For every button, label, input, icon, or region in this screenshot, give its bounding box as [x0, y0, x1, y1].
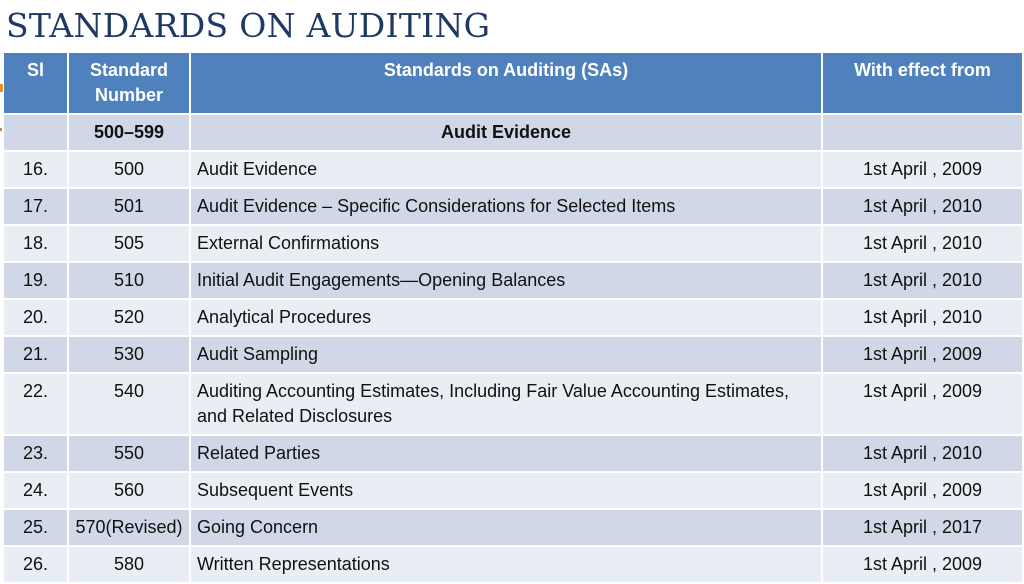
row-standard-number: 520	[69, 300, 191, 337]
row-standard-title: External Confirmations	[191, 226, 823, 263]
section-range: 500–599	[69, 115, 191, 152]
section-title: Audit Evidence	[191, 115, 823, 152]
header-standards-title: Standards on Auditing (SAs)	[191, 53, 823, 115]
row-standard-number: 560	[69, 473, 191, 510]
row-standard-number: 580	[69, 547, 191, 584]
row-sl: 20.	[4, 300, 69, 337]
row-sl: 22.	[4, 374, 69, 436]
row-standard-title: Audit Evidence	[191, 152, 823, 189]
header-standard-number	[69, 53, 191, 115]
row-standard-number: 530	[69, 337, 191, 374]
row-standard-title: Related Parties	[191, 436, 823, 473]
row-effective-date: 1st April , 2010	[823, 263, 1024, 300]
row-sl: 21.	[4, 337, 69, 374]
header-sl: Sl	[4, 53, 69, 115]
slide-accent-mark	[0, 84, 3, 92]
row-standard-title: Written Representations	[191, 547, 823, 584]
table-row	[4, 263, 1024, 300]
row-sl: 23.	[4, 436, 69, 473]
row-standard-number: 570(Revised)	[69, 510, 191, 547]
row-standard-number: 540	[69, 374, 191, 436]
slide-tick-mark	[0, 128, 2, 131]
section-sl-cell	[4, 115, 69, 152]
row-sl: 19.	[4, 263, 69, 300]
row-sl: 17.	[4, 189, 69, 226]
section-effect-cell	[823, 115, 1024, 152]
row-sl: 24.	[4, 473, 69, 510]
table-row	[4, 547, 1024, 584]
row-standard-title: Going Concern	[191, 510, 823, 547]
row-effective-date: 1st April , 2009	[823, 374, 1024, 436]
table-row	[4, 510, 1024, 547]
row-standard-number: 505	[69, 226, 191, 263]
table-row	[4, 374, 1024, 436]
table-row	[4, 152, 1024, 189]
row-standard-title: Auditing Accounting Estimates, Including Fair Value Accounting Estimates, and Related Disclosures	[191, 374, 823, 436]
table-header-row	[4, 53, 1024, 115]
header-standard-number-label: Standard Number	[89, 60, 168, 105]
row-standard-title: Initial Audit Engagements—Opening Balances	[191, 263, 823, 300]
row-standard-number: 501	[69, 189, 191, 226]
table-row	[4, 337, 1024, 374]
standards-table	[4, 53, 1024, 584]
row-standard-number: 510	[69, 263, 191, 300]
row-effective-date: 1st April , 2009	[823, 152, 1024, 189]
table-row	[4, 473, 1024, 510]
table-row	[4, 189, 1024, 226]
row-effective-date: 1st April , 2010	[823, 226, 1024, 263]
row-standard-number: 500	[69, 152, 191, 189]
row-standard-title: Audit Sampling	[191, 337, 823, 374]
row-sl: 18.	[4, 226, 69, 263]
row-sl: 25.	[4, 510, 69, 547]
row-standard-title: Audit Evidence – Specific Considerations for Selected Items	[191, 189, 823, 226]
row-effective-date: 1st April , 2009	[823, 547, 1024, 584]
row-effective-date: 1st April , 2010	[823, 189, 1024, 226]
table-row	[4, 226, 1024, 263]
row-effective-date: 1st April , 2009	[823, 337, 1024, 374]
header-effective-date: With effect from	[823, 53, 1024, 115]
row-effective-date: 1st April , 2017	[823, 510, 1024, 547]
row-standard-title: Subsequent Events	[191, 473, 823, 510]
row-sl: 26.	[4, 547, 69, 584]
table-row	[4, 436, 1024, 473]
row-effective-date: 1st April , 2010	[823, 436, 1024, 473]
row-sl: 16.	[4, 152, 69, 189]
row-effective-date: 1st April , 2009	[823, 473, 1024, 510]
row-standard-title: Analytical Procedures	[191, 300, 823, 337]
page-title: STANDARDS ON AUDITING	[6, 6, 491, 45]
row-standard-number: 550	[69, 436, 191, 473]
section-row	[4, 115, 1024, 152]
table-row	[4, 300, 1024, 337]
row-effective-date: 1st April , 2010	[823, 300, 1024, 337]
